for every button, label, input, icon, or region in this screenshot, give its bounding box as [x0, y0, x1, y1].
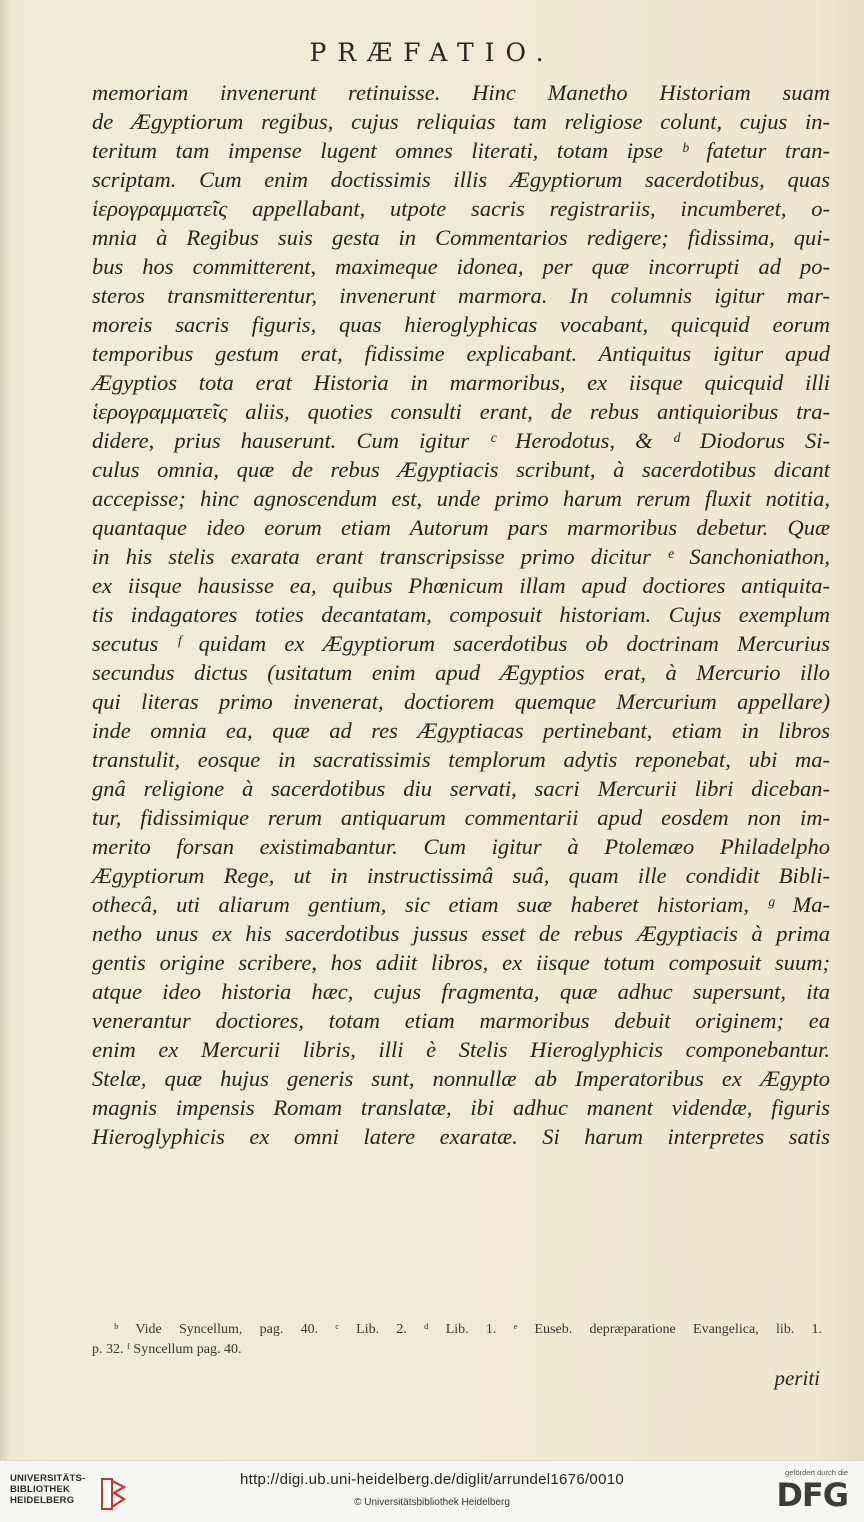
- body-text-line: atque ideo historia hæc, cujus fragmenta, quæ adhuc supersunt, ita: [92, 979, 830, 1004]
- dfg-logo-icon: DFG: [776, 1476, 848, 1514]
- body-text-line: othecâ, uti aliarum gentium, sic etiam suæ haberet historiam, ᵍ Ma-: [92, 892, 830, 917]
- body-text-line: Stelæ, quæ hujus generis sunt, nonnullæ ab Imperatoribus ex Ægypto: [92, 1066, 830, 1091]
- body-text-line: scriptam. Cum enim doctissimis illis Ægyptiorum sacerdotibus, quas: [92, 167, 830, 192]
- body-text-line: didere, prius hauserunt. Cum igitur ᶜ Herodotus, & ᵈ Diodorus Si-: [92, 428, 830, 453]
- body-text-line: ἱερογραμματεῖς appellabant, utpote sacris registrariis, incumberet, o-: [92, 196, 830, 221]
- body-text-line: merito forsan existimabantur. Cum igitur à Ptolemæo Philadelpho: [92, 834, 830, 859]
- funder-logo[interactable]: [768, 1468, 848, 1512]
- body-text-line: Hieroglyphicis ex omni latere exaratæ. Si harum interpretes satis: [92, 1124, 830, 1149]
- body-text-line: bus hos committerent, maximeque idonea, per quæ incorrupti ad po-: [92, 254, 830, 279]
- body-text-line: Ægyptios tota erat Historia in marmoribus, ex iisque quicquid illi: [92, 370, 830, 395]
- body-text-line: steros transmitterentur, invenerunt marmora. In columnis igitur mar-: [92, 283, 830, 308]
- body-text-line: secundus dictus (usitatum enim apud Ægyptios erat, à Mercurio illo: [92, 660, 830, 685]
- footnote-line: p. 32. ᶠ Syncellum pag. 40.: [92, 1342, 242, 1357]
- viewer-footer: [0, 1460, 864, 1522]
- body-text-line: memoriam invenerunt retinuisse. Hinc Manetho Historiam suam: [92, 80, 830, 105]
- body-text-line: magnis impensis Romam translatæ, ibi adhuc manent videndæ, figuris: [92, 1095, 830, 1120]
- body-text-line: culus omnia, quæ de rebus Ægyptiacis scribunt, à sacerdotibus dicant: [92, 457, 830, 482]
- library-name-line: HEIDELBERG: [10, 1495, 75, 1506]
- body-text-line: tur, fidissimique rerum antiquarum commentarii apud eosdem non im-: [92, 805, 830, 830]
- body-text-line: quantaque ideo eorum etiam Autorum pars marmoribus debetur. Quæ: [92, 515, 830, 540]
- body-text-line: venerantur doctiores, totam etiam marmoribus debuit originem; ea: [92, 1008, 830, 1033]
- body-text-line: teritum tam impense lugent omnes literati, totam ipse ᵇ fatetur tran-: [92, 138, 830, 163]
- body-text-line: gnâ religione à sacerdotibus diu servati, sacri Mercurii libri diceban-: [92, 776, 830, 801]
- permalink-url[interactable]: http://digi.ub.uni-heidelberg.de/diglit/arrundel1676/0010: [239, 1471, 625, 1488]
- running-head: PRÆFATIO.: [309, 38, 555, 67]
- body-text-line: ἱερογραμματεῖς aliis, quoties consulti erant, de rebus antiquioribus tra-: [92, 399, 830, 424]
- page-gutter-shadow: [0, 0, 10, 1460]
- body-text-line: transtulit, eosque in sacratissimis templorum adytis reponebat, ubi ma-: [92, 747, 830, 772]
- body-text-line: tis indagatores toties decantatam, composuit historiam. Cujus exemplum: [92, 602, 830, 627]
- library-name-line: BIBLIOTHEK: [10, 1484, 71, 1495]
- catchword: periti: [774, 1366, 820, 1390]
- body-text-line: enim ex Mercurii libris, illi è Stelis Hieroglyphicis componebantur.: [92, 1037, 830, 1062]
- body-text-line: temporibus gestum erat, fidissime explicabant. Antiquitus igitur apud: [92, 341, 830, 366]
- footnotes: [92, 1320, 822, 1360]
- footnote-line: ᵇ Vide Syncellum, pag. 40. ᶜ Lib. 2. ᵈ Lib. 1. ᵉ Euseb. depræparatione Evangelica, lib. 1.: [114, 1322, 822, 1337]
- body-text-line: mnia à Regibus suis gesta in Commentarios redigere; fidissima, qui-: [92, 225, 830, 250]
- copyright-notice: © Universitätsbibliothek Heidelberg: [354, 1497, 510, 1508]
- body-text-line: netho unus ex his sacerdotibus jussus esset de rebus Ægyptiacis à prima: [92, 921, 830, 946]
- library-name-line: UNIVERSITÄTS-: [10, 1473, 86, 1484]
- body-text-line: in his stelis exarata erant transcripsisse primo dicitur ᵉ Sanchoniathon,: [92, 544, 830, 569]
- body-text-line: Ægyptiorum Rege, ut in instructissimâ suâ, quam ille condidit Bibli-: [92, 863, 830, 888]
- funder-caption: gefördert durch die: [785, 1468, 848, 1477]
- body-text-line: inde omnia ea, quæ ad res Ægyptiacas pertinebant, etiam in libros: [92, 718, 830, 743]
- body-text-line: qui literas primo invenerat, doctiorem quemque Mercurium appellare): [92, 689, 830, 714]
- body-text-line: moreis sacris figuris, quas hieroglyphicas vocabant, quicquid eorum: [92, 312, 830, 337]
- body-text-line: gentis origine scribere, hos adiit libros, ex iisque totum composuit suum;: [92, 950, 830, 975]
- body-text-line: secutus ᶠ quidam ex Ægyptiorum sacerdotibus ob doctrinam Mercurius: [92, 631, 830, 656]
- body-text-line: de Ægyptiorum regibus, cujus reliquias tam religiose colunt, cujus in-: [92, 109, 830, 134]
- body-text-line: accepisse; hinc agnoscendum est, unde primo harum rerum fluxit notitia,: [92, 486, 830, 511]
- body-text-line: ex iisque hausisse ea, quibus Phœnicum illam apud doctiores antiquita-: [92, 573, 830, 598]
- body-text: [92, 78, 830, 1151]
